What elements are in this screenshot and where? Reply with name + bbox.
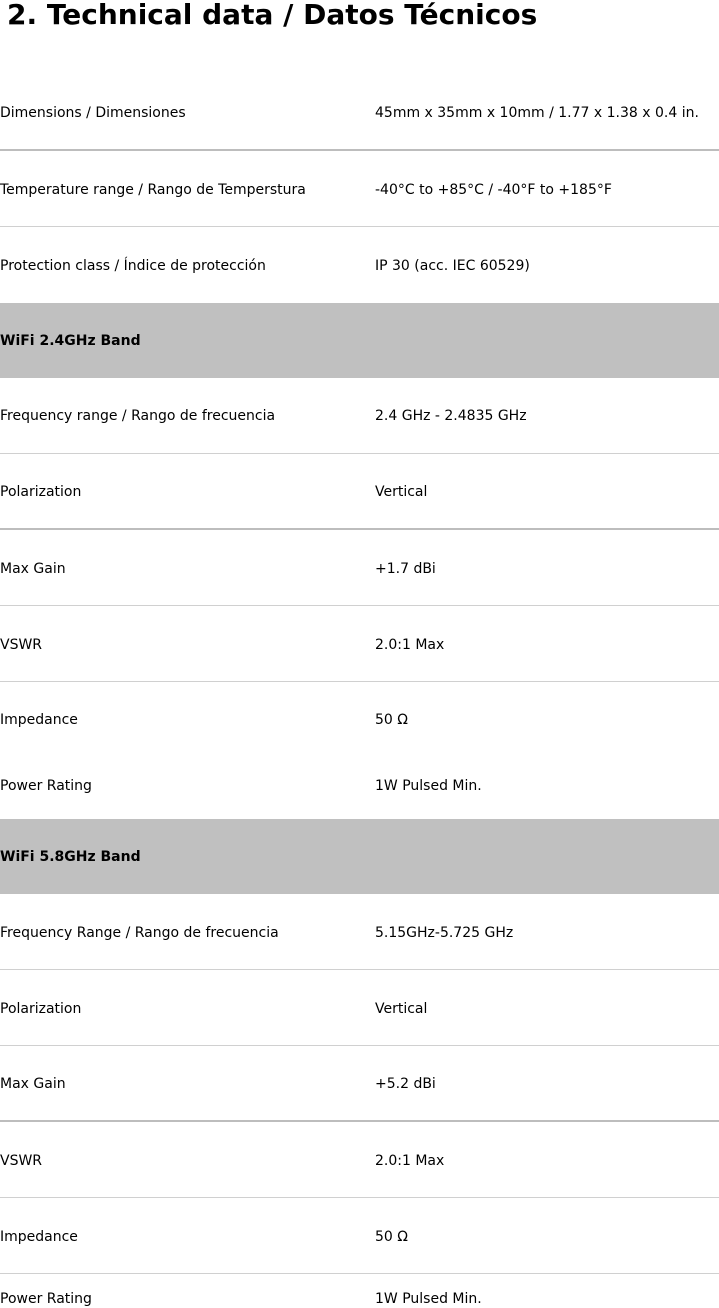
table-row-vswr <box>0 1122 719 1198</box>
row-label: Impedance <box>0 1229 78 1245</box>
row-label: Polarization <box>0 484 82 500</box>
row-label: Impedance <box>0 712 78 728</box>
table-row-polarization <box>0 454 719 530</box>
table-row-power-rating <box>0 748 719 819</box>
row-value: 45mm x 35mm x 10mm / 1.77 x 1.38 x 0.4 in. <box>375 105 699 121</box>
row-label: Power Rating <box>0 778 92 794</box>
row-label: Frequency range / Rango de frecuencia <box>0 408 276 424</box>
table-row-dimensions <box>0 74 719 151</box>
table-row-impedance <box>0 682 719 748</box>
row-label: Max Gain <box>0 561 66 577</box>
row-value: 2.0:1 Max <box>375 1153 445 1169</box>
row-value: 1W Pulsed Min. <box>375 1291 482 1307</box>
row-value: +1.7 dBi <box>375 561 436 577</box>
table-row-power-rating <box>0 1274 719 1308</box>
table-row-frequency-range <box>0 378 719 454</box>
row-label: Dimensions / Dimensiones <box>0 105 186 121</box>
table-row-frequency-range <box>0 894 719 970</box>
row-value: 2.4 GHz - 2.4835 GHz <box>375 408 527 424</box>
row-value: 1W Pulsed Min. <box>375 778 482 794</box>
row-value: 50 Ω <box>375 1229 408 1245</box>
row-label: Polarization <box>0 1001 82 1017</box>
section-header-wifi-5-8ghz <box>0 819 719 894</box>
row-value: Vertical <box>375 1001 428 1017</box>
technical-data-table <box>0 74 719 1308</box>
row-value: 50 Ω <box>375 712 408 728</box>
row-label: VSWR <box>0 1153 43 1169</box>
table-row-max-gain <box>0 530 719 606</box>
table-row-max-gain <box>0 1046 719 1122</box>
row-label: Temperature range / Rango de Temperstura <box>0 182 306 198</box>
page-title: 2. Technical data / Datos Técnicos <box>7 0 538 31</box>
row-label: Max Gain <box>0 1076 66 1092</box>
section-header-wifi-2-4ghz <box>0 303 719 378</box>
row-value: -40°C to +85°C / -40°F to +185°F <box>375 182 612 198</box>
table-row-polarization <box>0 970 719 1046</box>
row-label: Protection class / Índice de protección <box>0 258 266 274</box>
row-value: 2.0:1 Max <box>375 637 445 653</box>
table-row-temperature <box>0 151 719 227</box>
row-value: IP 30 (acc. IEC 60529) <box>375 258 530 274</box>
row-label: Power Rating <box>0 1291 92 1307</box>
section-title: WiFi 5.8GHz Band <box>0 849 141 865</box>
table-row-protection-class <box>0 227 719 303</box>
row-label: Frequency Range / Rango de frecuencia <box>0 925 279 941</box>
table-row-impedance <box>0 1198 719 1274</box>
section-title: WiFi 2.4GHz Band <box>0 333 141 349</box>
row-value: +5.2 dBi <box>375 1076 436 1092</box>
row-value: Vertical <box>375 484 428 500</box>
row-value: 5.15GHz-5.725 GHz <box>375 925 514 941</box>
row-label: VSWR <box>0 637 43 653</box>
table-row-vswr <box>0 606 719 682</box>
